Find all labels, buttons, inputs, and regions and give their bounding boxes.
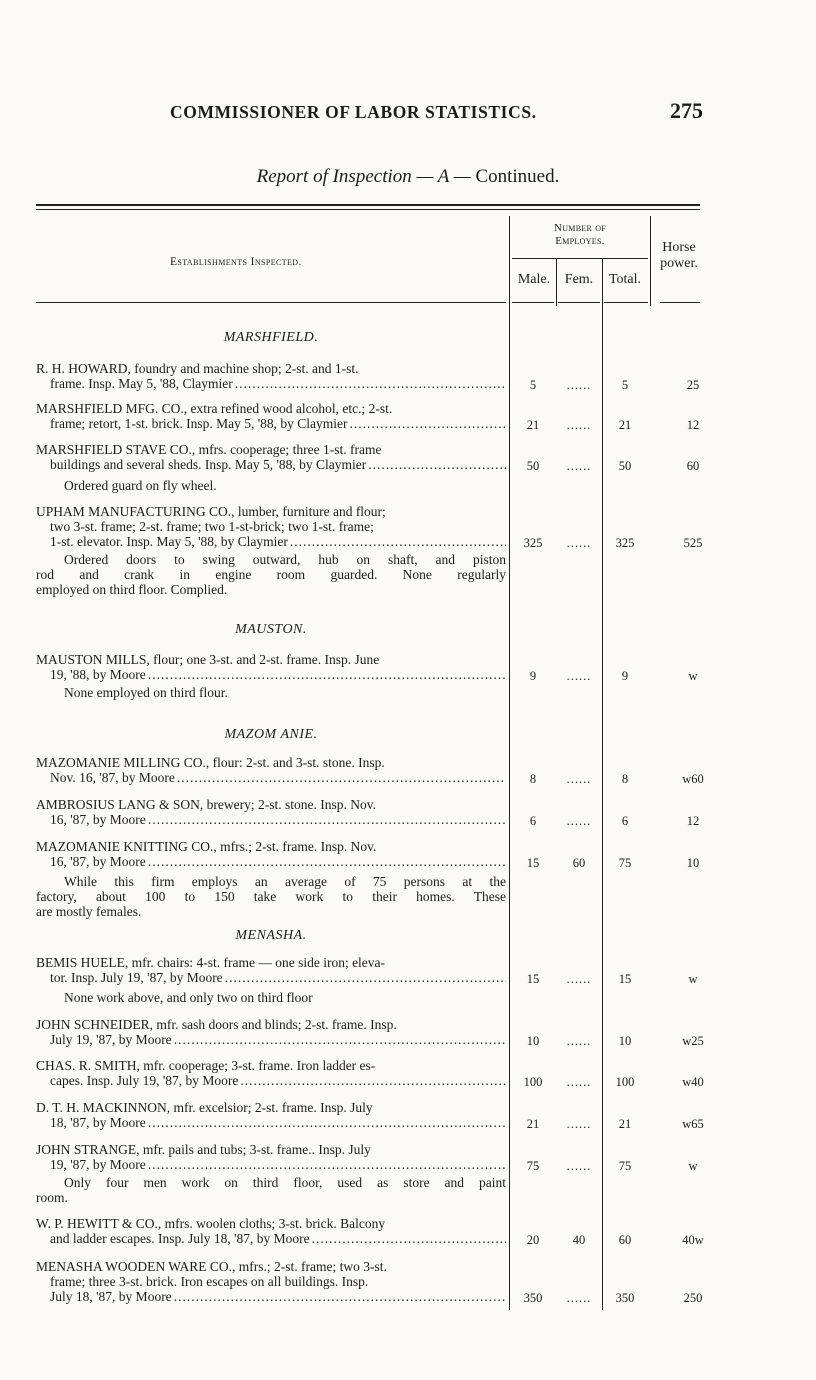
entry-line xyxy=(36,457,506,472)
horse-power-value: w65 xyxy=(682,1117,704,1131)
column-header-female: Fem. xyxy=(564,272,594,287)
column-header-male: Male. xyxy=(517,272,551,287)
entry-note xyxy=(64,990,506,1005)
total-count: 75 xyxy=(618,1159,632,1173)
entry-line xyxy=(36,534,506,549)
entry-line xyxy=(36,667,506,682)
note-line: None employed on third flour. xyxy=(64,685,228,700)
total-count: 10 xyxy=(618,1034,632,1048)
male-count: 20 xyxy=(526,1233,540,1247)
entry-text: tor. Insp. July 19, '87, by Moore xyxy=(50,970,223,985)
entry-note xyxy=(64,478,506,493)
horse-power-value: w25 xyxy=(682,1034,704,1048)
leader-dots xyxy=(174,1032,506,1047)
entry-text: frame. Insp. May 5, '88, Claymier xyxy=(50,376,233,391)
horse-power-value: 12 xyxy=(686,814,700,828)
female-count: 60 xyxy=(572,856,586,870)
entry-text: July 19, '87, by Moore xyxy=(50,1032,172,1047)
female-count: ...... xyxy=(566,1159,592,1173)
leader-dots xyxy=(177,770,506,785)
female-count: ...... xyxy=(566,459,592,473)
total-count: 21 xyxy=(618,1117,632,1131)
total-count: 100 xyxy=(615,1075,635,1089)
running-title: COMMISSIONER OF LABOR STATISTICS. xyxy=(170,102,537,122)
horse-power-value: 525 xyxy=(683,536,703,550)
leader-dots xyxy=(148,854,506,869)
column-header-establishments: Establishments Inspected. xyxy=(170,256,302,268)
section-menasha: MENASHA. xyxy=(235,928,307,943)
entry-line: BEMIS HUELE, mfr. chairs: 4-st. frame — one side iron; eleva- xyxy=(36,955,386,970)
male-count: 15 xyxy=(526,856,540,870)
header-rule-establishments xyxy=(36,302,506,303)
entry-text: 1-st. elevator. Insp. May 5, '88, by Claymier xyxy=(50,534,288,549)
table-row xyxy=(36,1058,506,1088)
female-count: ...... xyxy=(566,378,592,392)
note-line: Ordered doors to swing outward, hub on shaft, and piston xyxy=(64,552,506,567)
total-count: 60 xyxy=(618,1233,632,1247)
horse-power-value: w60 xyxy=(682,772,704,786)
leader-dots xyxy=(148,667,506,682)
page-number: 275 xyxy=(670,98,703,123)
entry-line: D. T. H. MACKINNON, mfr. excelsior; 2-st. frame. Insp. July xyxy=(36,1100,373,1115)
horse-power-value: 12 xyxy=(686,418,700,432)
note-line: Ordered guard on fly wheel. xyxy=(64,478,217,493)
male-count: 10 xyxy=(526,1034,540,1048)
female-count: ...... xyxy=(566,536,592,550)
entry-line: UPHAM MANUFACTURING CO., lumber, furniture and flour; xyxy=(36,504,386,519)
table-row xyxy=(36,401,506,431)
entry-line xyxy=(36,1115,506,1130)
table-row xyxy=(36,1142,506,1172)
entry-line xyxy=(36,1073,506,1088)
entry-text: 19, '88, by Moore xyxy=(50,667,146,682)
note-line: None work above, and only two on third floor xyxy=(64,990,313,1005)
entry-line xyxy=(36,854,506,869)
entry-note xyxy=(36,1175,506,1205)
total-count: 50 xyxy=(618,459,632,473)
column-header-total: Total. xyxy=(608,272,642,287)
entry-line: R. H. HOWARD, foundry and machine shop; 2-st. and 1-st. xyxy=(36,361,359,376)
entry-line: MARSHFIELD MFG. CO., extra refined wood alcohol, etc.; 2-st. xyxy=(36,401,393,416)
note-line: While this firm employs an average of 75 persons at the xyxy=(64,874,506,889)
total-count: 15 xyxy=(618,972,632,986)
entry-note xyxy=(64,685,506,700)
leader-dots xyxy=(148,812,506,827)
entry-line xyxy=(36,1231,506,1246)
power-label: power. xyxy=(660,256,698,271)
entry-line: W. P. HEWITT & CO., mfrs. woolen cloths; 3-st. brick. Balcony xyxy=(36,1216,386,1231)
horse-label: Horse xyxy=(662,240,696,255)
leader-dots xyxy=(235,376,506,391)
entry-note xyxy=(36,552,506,597)
male-count: 100 xyxy=(523,1075,543,1089)
entry-line: CHAS. R. SMITH, mfr. cooperage; 3-st. frame. Iron ladder es- xyxy=(36,1058,376,1073)
entry-line: frame; three 3-st. brick. Iron escapes on all buildings. Insp. xyxy=(50,1274,369,1289)
entry-line xyxy=(36,770,506,785)
note-line: employed on third floor. Complied. xyxy=(36,582,228,597)
table-row xyxy=(36,1100,506,1130)
female-count: ...... xyxy=(566,772,592,786)
section-mauston: MAUSTON. xyxy=(235,622,307,637)
entry-line xyxy=(36,1032,506,1047)
entry-line: JOHN SCHNEIDER, mfr. sash doors and blinds; 2-st. frame. Insp. xyxy=(36,1017,397,1032)
female-count: ...... xyxy=(566,418,592,432)
horse-power-value: w40 xyxy=(682,1075,704,1089)
total-count: 8 xyxy=(621,772,629,786)
total-count: 5 xyxy=(621,378,629,392)
table-row xyxy=(36,955,506,985)
table-row xyxy=(36,755,506,785)
note-line: room. xyxy=(36,1190,68,1205)
number-of-label: Number of xyxy=(553,222,607,234)
horse-power-value: 250 xyxy=(683,1291,703,1305)
table-row xyxy=(36,797,506,827)
column-header-horse-power xyxy=(652,240,706,272)
table-row xyxy=(36,442,506,472)
male-count: 75 xyxy=(526,1159,540,1173)
subtitle-plain: Continued. xyxy=(470,166,560,187)
horse-power-value: 10 xyxy=(686,856,700,870)
male-count: 350 xyxy=(523,1291,543,1305)
leader-dots xyxy=(350,416,507,431)
female-count: ...... xyxy=(566,1034,592,1048)
section-marshfield: MARSHFIELD. xyxy=(223,330,319,345)
top-rule-thick xyxy=(36,204,700,206)
horse-power-value: w xyxy=(688,972,698,986)
female-count: ...... xyxy=(566,1117,592,1131)
leader-dots xyxy=(312,1231,506,1246)
table-row xyxy=(36,504,506,549)
female-count: ...... xyxy=(566,1291,592,1305)
col-rule-4 xyxy=(650,216,651,306)
entry-text: 18, '87, by Moore xyxy=(50,1115,146,1130)
leader-dots xyxy=(240,1073,506,1088)
section-mazomanie: MAZOM ANIE. xyxy=(224,727,318,742)
top-rule-thin xyxy=(36,209,700,210)
entry-line: two 3-st. frame; 2-st. frame; two 1-st-brick; two 1-st. frame; xyxy=(50,519,374,534)
subtitle-italic: Report of Inspection — A — xyxy=(256,166,471,187)
table-row xyxy=(36,1216,506,1246)
running-head xyxy=(0,100,816,130)
female-count: 40 xyxy=(572,1233,586,1247)
note-line: Only four men work on third floor, used as store and paint xyxy=(64,1175,506,1190)
entry-line: MAZOMANIE MILLING CO., flour: 2-st. and 3-st. stone. Insp. xyxy=(36,755,385,770)
employes-label: Employes. xyxy=(555,235,605,247)
table-subtitle xyxy=(0,166,816,188)
header-rule-hp xyxy=(660,302,700,303)
column-header-number-of-employes xyxy=(510,222,650,248)
entry-line: MAUSTON MILLS, flour; one 3-st. and 2-st. frame. Insp. June xyxy=(36,652,380,667)
table-row xyxy=(36,1259,506,1304)
leader-dots xyxy=(174,1289,506,1304)
total-count: 325 xyxy=(615,536,635,550)
female-count: ...... xyxy=(566,1075,592,1089)
entry-line xyxy=(36,1157,506,1172)
entry-text: 16, '87, by Moore xyxy=(50,812,146,827)
entry-line xyxy=(36,812,506,827)
leader-dots xyxy=(148,1157,506,1172)
leader-dots xyxy=(368,457,506,472)
male-count: 21 xyxy=(526,1117,540,1131)
header-rule-total xyxy=(604,302,648,303)
entry-text: and ladder escapes. Insp. July 18, '87, by Moore xyxy=(50,1231,310,1246)
male-count: 5 xyxy=(529,378,537,392)
entry-line: MENASHA WOODEN WARE CO., mfrs.; 2-st. frame; two 3-st. xyxy=(36,1259,387,1274)
entry-line xyxy=(36,970,506,985)
leader-dots xyxy=(148,1115,506,1130)
entry-text: capes. Insp. July 19, '87, by Moore xyxy=(50,1073,239,1088)
male-count: 6 xyxy=(529,814,537,828)
female-count: ...... xyxy=(566,814,592,828)
male-count: 15 xyxy=(526,972,540,986)
male-count: 21 xyxy=(526,418,540,432)
horse-power-value: 60 xyxy=(686,459,700,473)
table-row xyxy=(36,839,506,869)
note-line: rod and crank in engine room guarded. None regularly xyxy=(36,567,506,582)
leader-dots xyxy=(290,534,506,549)
col-rule-2 xyxy=(556,258,557,306)
male-count: 50 xyxy=(526,459,540,473)
female-count: ...... xyxy=(566,669,592,683)
horse-power-value: w xyxy=(688,669,698,683)
table-row xyxy=(36,361,506,391)
entry-text: July 18, '87, by Moore xyxy=(50,1289,172,1304)
entry-line: MARSHFIELD STAVE CO., mfrs. cooperage; three 1-st. frame xyxy=(36,442,382,457)
male-count: 8 xyxy=(529,772,537,786)
table-row xyxy=(36,652,506,682)
entry-text: frame; retort, 1-st. brick. Insp. May 5, '88, by Claymier xyxy=(50,416,348,431)
entry-text: Nov. 16, '87, by Moore xyxy=(50,770,175,785)
horse-power-value: 40w xyxy=(682,1233,704,1247)
employes-underline xyxy=(512,258,648,259)
total-count: 21 xyxy=(618,418,632,432)
table-row xyxy=(36,1017,506,1047)
entry-line: MAZOMANIE KNITTING CO., mfrs.; 2-st. frame. Insp. Nov. xyxy=(36,839,377,854)
entry-line: JOHN STRANGE, mfr. pails and tubs; 3-st. frame.. Insp. July xyxy=(36,1142,371,1157)
total-count: 75 xyxy=(618,856,632,870)
entry-text: 16, '87, by Moore xyxy=(50,854,146,869)
entry-note xyxy=(36,874,506,919)
entry-line xyxy=(36,1289,506,1304)
header-rule-fem xyxy=(558,302,600,303)
header-rule-male xyxy=(512,302,554,303)
total-count: 350 xyxy=(615,1291,635,1305)
entry-line: AMBROSIUS LANG & SON, brewery; 2-st. stone. Insp. Nov. xyxy=(36,797,376,812)
horse-power-value: w xyxy=(688,1159,698,1173)
male-count: 325 xyxy=(523,536,543,550)
entry-line xyxy=(36,416,506,431)
entry-line xyxy=(36,376,506,391)
female-count: ...... xyxy=(566,972,592,986)
note-line: are mostly females. xyxy=(36,904,142,919)
entry-text: 19, '87, by Moore xyxy=(50,1157,146,1172)
horse-power-value: 25 xyxy=(686,378,700,392)
total-count: 6 xyxy=(621,814,629,828)
leader-dots xyxy=(225,970,506,985)
note-line: factory, about 100 to 150 take work to their homes. These xyxy=(36,889,506,904)
total-count: 9 xyxy=(621,669,629,683)
male-count: 9 xyxy=(529,669,537,683)
entry-text: buildings and several sheds. Insp. May 5, '88, by Claymier xyxy=(50,457,367,472)
